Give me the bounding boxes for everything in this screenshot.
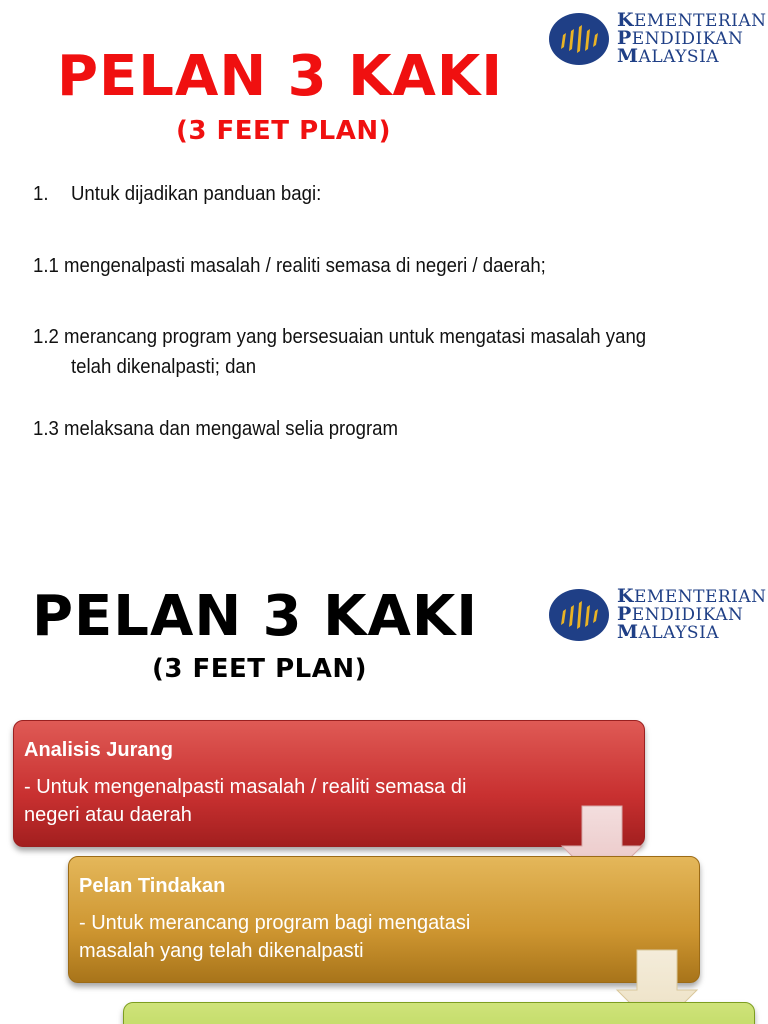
ministry-emblem-icon <box>549 589 609 641</box>
slide-title: PELAN 3 KAKI <box>32 584 479 649</box>
box-description: - Untuk mengenalpasti masalah / realiti semasa di negeri atau daerah <box>24 776 467 826</box>
analisis-jurang-box <box>13 720 645 847</box>
list-item-1-2: 1.2 merancang program yang bersesuaian untuk mengatasi masalah yang <box>33 326 647 348</box>
pelan-tindakan-box <box>68 856 700 983</box>
box-description: - Untuk merancang program bagi mengatasi masalah yang telah dikenalpasti <box>79 912 471 962</box>
list-item-1: Untuk dijadikan panduan bagi: <box>71 183 322 205</box>
list-item-1-3: 1.3 melaksana dan mengawal selia program <box>33 418 398 440</box>
slide-subtitle: (3 FEET PLAN) <box>152 654 367 684</box>
slide-2 <box>0 560 768 1024</box>
ministry-name: KEMENTERIAN PENDIDIKAN MALAYSIA <box>617 9 767 67</box>
ministry-name: KEMENTERIAN PENDIDIKAN MALAYSIA <box>617 585 767 643</box>
third-stage-box <box>123 1002 755 1024</box>
ministry-logo <box>549 9 767 67</box>
slide-subtitle: (3 FEET PLAN) <box>176 116 391 146</box>
list-item-1-number: 1. <box>33 183 49 205</box>
ministry-logo <box>549 585 767 643</box>
box-title: Pelan Tindakan <box>79 875 226 897</box>
list-item-1-2-cont: telah dikenalpasti; dan <box>71 356 257 378</box>
ministry-emblem-icon <box>549 13 609 65</box>
box-title: Analisis Jurang <box>24 739 173 761</box>
list-item-1-1: 1.1 mengenalpasti masalah / realiti semasa di negeri / daerah; <box>33 255 546 277</box>
slide-title: PELAN 3 KAKI <box>57 44 504 109</box>
